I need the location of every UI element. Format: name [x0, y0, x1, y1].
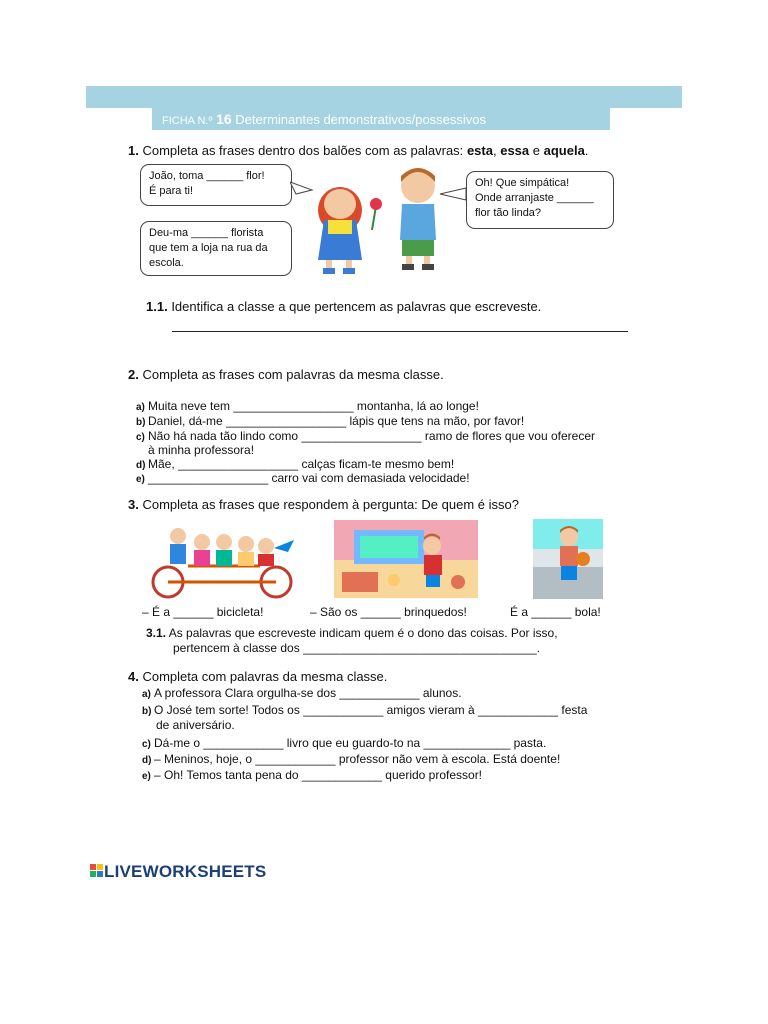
question-2-item-d: d) Mãe, __________________ calças ficam-te mesmo bem!: [136, 457, 455, 471]
speech-bubble-right: Oh! Que simpática! Onde arranjaste ______ flor tão linda?: [466, 171, 614, 229]
question-2-item-c-cont: à minha professora!: [148, 443, 255, 457]
question-4-item-b: b) O José tem sorte! Todos os ____________ amigos vieram à ____________ festa: [142, 703, 588, 717]
question-3-1-cont: pertencem à classe dos ___________________________________.: [173, 641, 540, 655]
question-3: 3. Completa as frases que respondem à pergunta: De quem é isso?: [128, 497, 519, 512]
question-4-item-c: c) Dá-me o ____________ livro que eu guardo-to na _____________ pasta.: [142, 736, 547, 750]
question-2-item-b: b) Daniel, dá-me __________________ lápis que tens na mão, por favor!: [136, 414, 525, 428]
worksheet-title: FICHA N.º 16 Determinantes demonstrativos/possessivos: [162, 111, 487, 127]
header-band: [86, 86, 682, 108]
toys-room-illustration: [334, 520, 478, 598]
caption-ball: É a ______ bola!: [510, 605, 601, 619]
question-2-item-e: e) __________________ carro vai com demasiada velocidade!: [136, 471, 470, 485]
question-4-item-b-cont: de aniversário.: [156, 718, 235, 732]
question-4-item-a: a) A professora Clara orgulha-se dos ____________ alunos.: [142, 686, 462, 700]
tandem-bicycle-illustration: [148, 518, 298, 600]
boy-with-ball-illustration: [533, 519, 603, 599]
question-2-item-c: c) Não há nada tão lindo como __________________ ramo de flores que vou oferecer: [136, 429, 595, 443]
children-flower-illustration: [290, 160, 480, 276]
answer-line-1-1[interactable]: [172, 331, 628, 332]
speech-bubble-left-bottom: Deu-ma ______ florista que tem a loja na rua da escola.: [140, 221, 292, 276]
question-4-item-e: e) – Oh! Temos tanta pena do ____________ querido professor!: [142, 768, 483, 782]
liveworksheets-logo[interactable]: LIVEWORKSHEETS: [90, 862, 266, 882]
question-4-item-d: d) – Meninos, hoje, o ____________ professor não vem à escola. Está doente!: [142, 752, 561, 766]
question-1-1: 1.1. Identifica a classe a que pertencem as palavras que escreveste.: [146, 299, 542, 314]
caption-toys: – São os ______ brinquedos!: [310, 605, 467, 619]
question-3-1: 3.1. As palavras que escreveste indicam quem é o dono das coisas. Por isso,: [146, 626, 558, 640]
question-1: 1. Completa as frases dentro dos balões com as palavras: esta, essa e aquela.: [128, 143, 589, 158]
question-4: 4. Completa com palavras da mesma classe.: [128, 669, 388, 684]
speech-bubble-left-top: João, toma ______ flor! É para ti!: [140, 164, 292, 206]
question-2-item-a: a) Muita neve tem __________________ montanha, lá ao longe!: [136, 399, 479, 413]
caption-bicycle: – É a ______ bicicleta!: [142, 605, 264, 619]
question-2: 2. Completa as frases com palavras da mesma classe.: [128, 367, 444, 382]
liveworksheets-grid-icon: [90, 864, 104, 878]
